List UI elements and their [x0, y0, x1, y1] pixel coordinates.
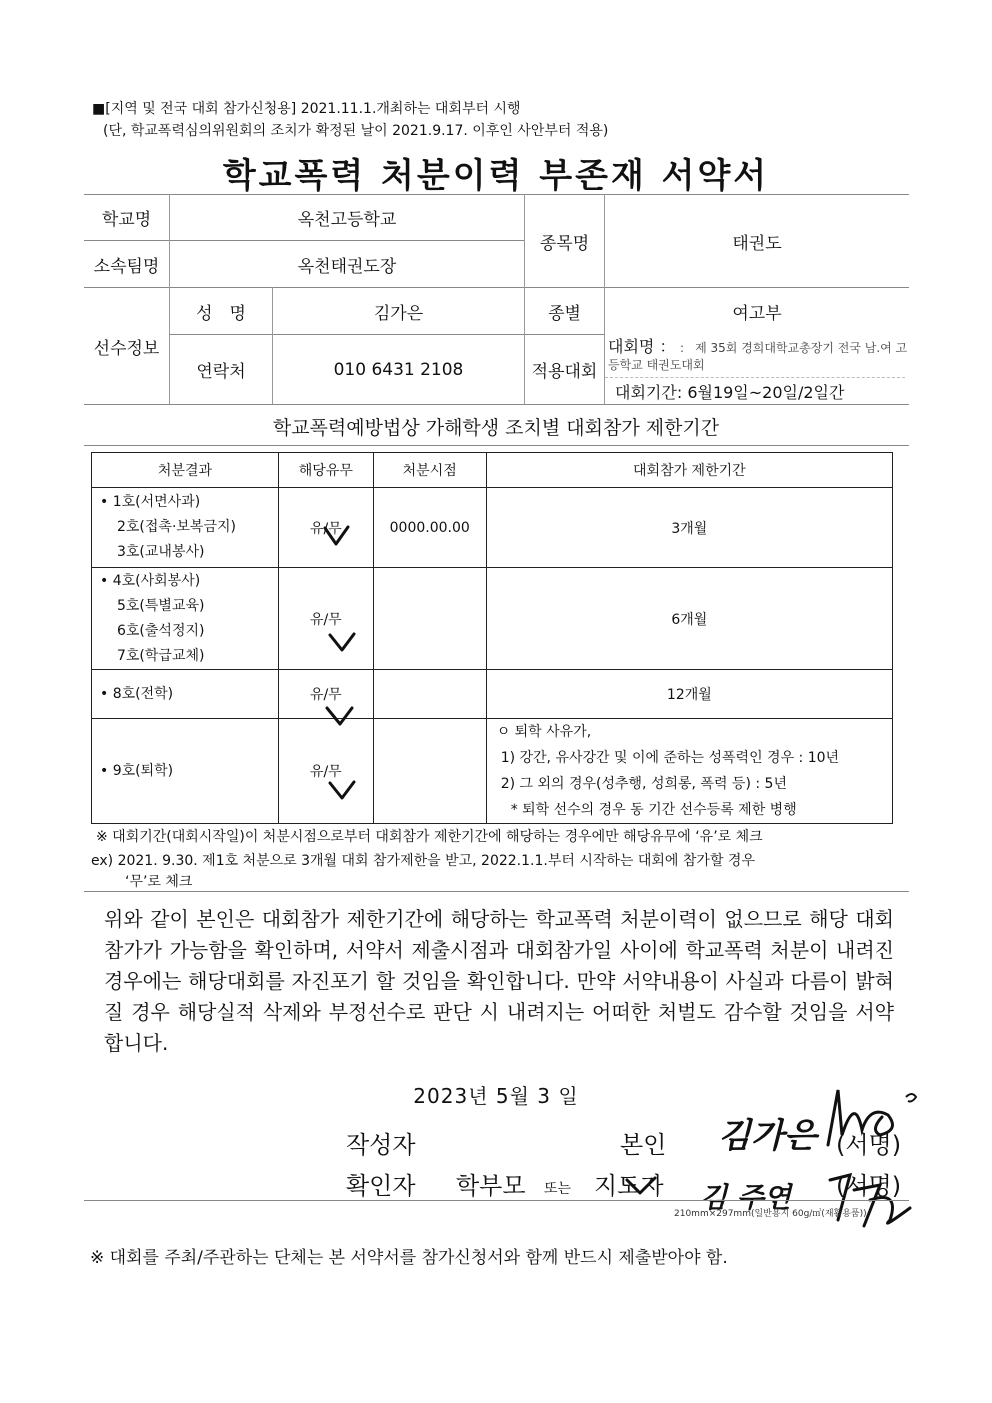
event-label: 종목명: [539, 233, 590, 254]
school-label: 학교명: [101, 210, 152, 230]
contact-value: 010 6431 2108: [333, 359, 464, 380]
measure-item: • 9호(퇴학): [100, 762, 174, 779]
note-1: ※ 대회기간(대회시작일)이 처분시점으로부터 대회참가 제한기간에 해당하는 경우에만 해당유무에 ‘유’로 체크: [96, 829, 763, 845]
header-limit: 대회참가 제한기간: [486, 453, 892, 488]
competition-period-value: 6월19일~20일/2일간: [687, 383, 845, 402]
date-cell: 0000.00.00: [373, 488, 486, 568]
notice-line-1: ■[지역 및 전국 대회 참가신청용] 2021.11.1.개최하는 대회부터 시행: [92, 101, 521, 117]
limit-line: 2) 그 외의 경우(성추행, 성희롱, 폭력 등) : 5년: [500, 776, 787, 792]
competition-name-value: ： 제 35회 경희대학교총장기 전국 남.여 고등학교 태권도대회: [608, 341, 908, 372]
limit-cell: 12개월: [486, 670, 892, 719]
signature-mark-self: (서명): [836, 1131, 902, 1159]
measure-item: 2호(접촉·보복금지): [117, 519, 236, 535]
section-title: 학교폭력예방법상 가해학생 조치별 대회참가 제한기간: [272, 417, 720, 439]
measure-item: 5호(특별교육): [117, 597, 205, 614]
page-title: 학교폭력 처분이력 부존재 서약서: [222, 156, 770, 196]
note-2: ex) 2021. 9.30. 제1호 처분으로 3개월 대회 참가제한을 받고, 2022.1.1.부터 시작하는 대회에 참가할 경우: [91, 853, 755, 869]
competition-period-label: 대회기간:: [615, 383, 683, 402]
applicable-cell: 유/무: [278, 488, 373, 568]
team-value: 옥천태권도장: [297, 256, 397, 277]
parent-signature: 김 주연: [700, 1181, 791, 1214]
event-value: 태권도: [732, 233, 782, 254]
header-result: 처분결과: [92, 453, 279, 488]
parent-label: 학부모: [456, 1172, 526, 1200]
coach-label: 지도자: [594, 1172, 664, 1200]
class-value: 여고부: [732, 303, 782, 324]
limit-cell: 3개월: [486, 488, 892, 568]
measure-item: 7호(학급교체): [117, 647, 205, 664]
check-mark-icon: [327, 708, 352, 724]
competition-name-label: 대회명 ：: [608, 337, 676, 356]
applicable-cell: 유/무: [278, 719, 373, 824]
limit-line: ㅇ 퇴학 사유가,: [496, 724, 592, 740]
check-mark-icon: [330, 782, 354, 798]
team-label: 소속팀명: [93, 256, 160, 277]
or-label: 또는: [544, 1181, 572, 1197]
notice-line-2: (단, 학교폭력심의위원회의 조치가 확정된 날이 2021.9.17. 이후인 사안부터 적용): [103, 123, 609, 139]
applicable-cell: 유/무: [278, 670, 373, 719]
header-date: 처분시점: [373, 453, 486, 488]
paper-size-note: 210mm×297mm(일반용지 60g/㎡(재활용품)): [674, 1209, 867, 1219]
limit-line: 1) 강간, 유사강간 및 이에 준하는 성폭력인 경우 : 10년: [500, 750, 840, 766]
measure-item: 6호(출석정지): [117, 622, 205, 639]
contact-label: 연락처: [196, 362, 246, 382]
limit-line: * 퇴학 선수의 경우 동 기간 선수등록 제한 병행: [510, 802, 797, 818]
name-label: 성 명: [196, 303, 246, 324]
competition-label: 적용대회: [531, 362, 598, 382]
measure-item: • 8호(전학): [100, 685, 174, 702]
confirmer-label: 확인자: [346, 1172, 416, 1200]
footer-note: ※ 대회를 주최/주관하는 단체는 본 서약서를 참가신청서와 함께 반드시 제출받아야 함.: [90, 1248, 728, 1268]
measure-item: • 1호(서면사과): [100, 494, 201, 510]
class-label: 종별: [548, 303, 581, 324]
note-3: ‘무’로 체크: [125, 874, 193, 890]
applicable-cell: 유/무: [278, 568, 373, 670]
measure-item: • 4호(사회봉사): [100, 572, 201, 589]
measure-item: 3호(교내봉사): [117, 544, 205, 560]
self-signature: 김가은: [718, 1116, 817, 1156]
header-applicable: 해당유무: [278, 453, 373, 488]
author-label: 작성자: [346, 1131, 416, 1159]
signature-mark-confirmer: (서명): [836, 1172, 902, 1200]
name-value: 김가은: [373, 303, 424, 324]
pledge-paragraph: 위와 같이 본인은 대회참가 제한기간에 해당하는 학교폭력 처분이력이 없으므로 해당 대회 참가가 가능함을 확인하며, 서약서 제출시점과 대회참가일 사이에 학교폭력 처분이 내려진 경우에는 해당대회를 자진포기 할 것임을 확인합니다. 만약 서약내용이 사실과 다름이 밝혀질 경우 해당실적 삭제와 부정선수로 판단 시 내려지는 어떠한 처벌도 감수할 것임을 서약합니다.: [104, 907, 894, 1055]
player-info-label: 선수정보: [93, 338, 160, 359]
limit-cell: 6개월: [486, 568, 892, 670]
self-label: 본인: [620, 1131, 667, 1159]
school-value: 옥천고등학교: [297, 210, 397, 230]
check-mark-icon: [330, 634, 354, 650]
pledge-date: 2023년 5월 3 일: [413, 1084, 579, 1108]
check-mark-icon: [325, 527, 348, 544]
